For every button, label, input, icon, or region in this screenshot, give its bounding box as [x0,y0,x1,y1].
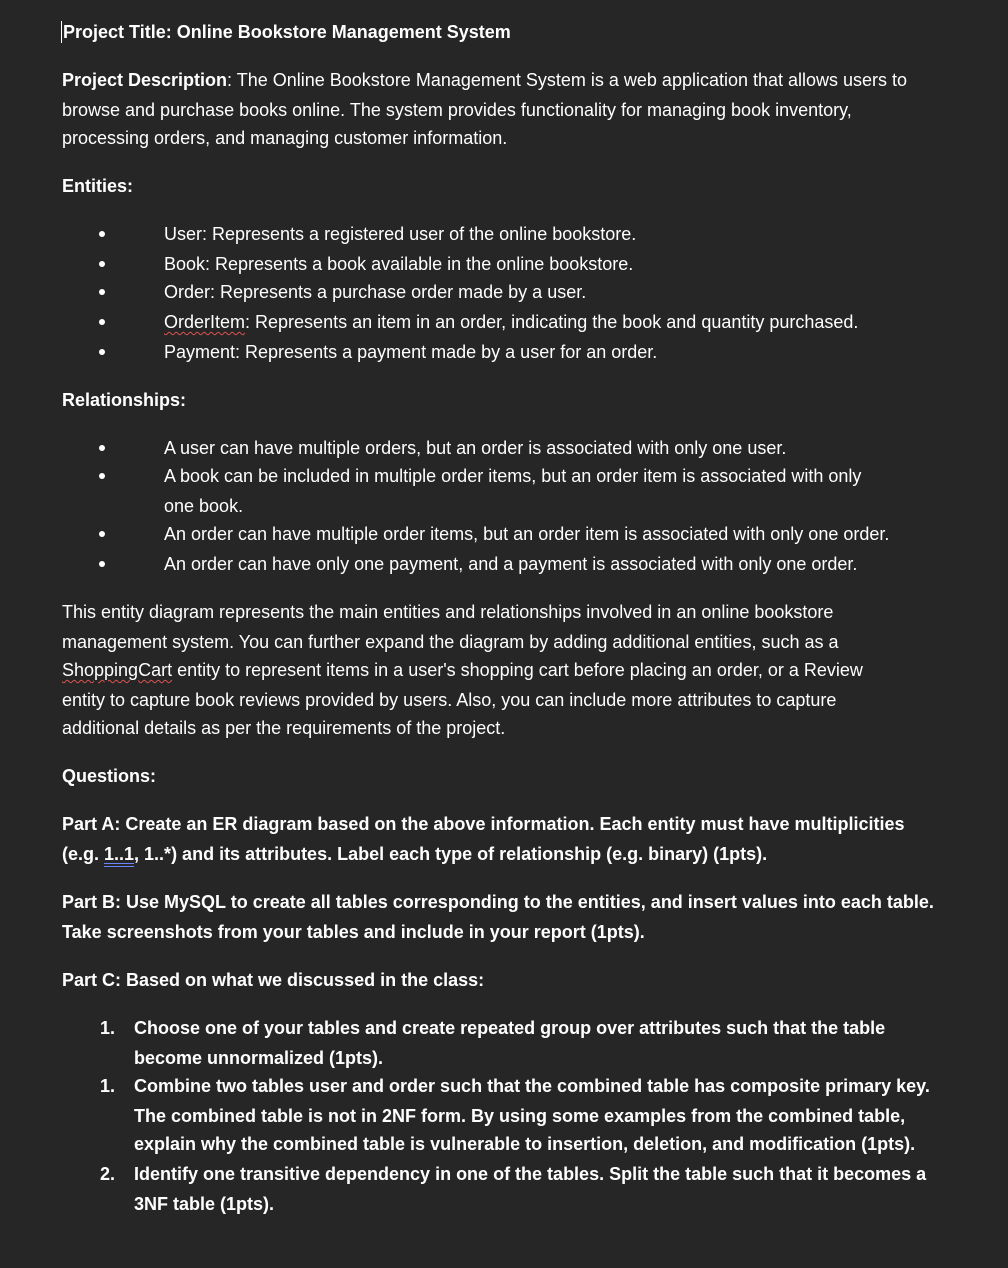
project-description-label: Project Description [62,70,228,90]
project-description-line [62,66,907,94]
relationship-item-cont: one book. [164,496,244,516]
project-title-label: Project Title: [63,22,172,42]
bullet-icon [99,473,105,479]
bullet-icon [99,261,105,267]
project-description-line: processing orders, and managing customer information. [62,128,508,148]
entity-item [164,308,858,336]
numbered-item: Combine two tables user and order such that the combined table has composite primary key. [134,1076,930,1096]
paragraph-text: entity to represent items in a user's shopping cart before placing an order, or a Review [172,660,863,680]
text-cursor [61,21,62,43]
part-b-line: Take screenshots from your tables and include in your report (1pts). [62,922,645,942]
entity-item: User: Represents a registered user of the online bookstore. [164,224,637,244]
paragraph-line [62,656,863,684]
project-title-value: Online Bookstore Management System [176,22,511,42]
bullet-icon [99,561,105,567]
entities-heading: Entities: [62,176,134,196]
bullet-icon [99,231,105,237]
project-title [62,18,511,46]
bullet-icon [99,349,105,355]
paragraph-line: additional details as per the requirements of the project. [62,718,506,738]
bullet-icon [99,531,105,537]
relationship-item: A book can be included in multiple order items, but an order item is associated with only [164,466,862,486]
project-description-text: : The Online Bookstore Management System is a web application that allows users to [227,70,908,90]
part-a-text: (e.g. [62,844,105,864]
bullet-icon [99,445,105,451]
questions-heading: Questions: [62,766,157,786]
relationship-item: An order can have multiple order items, but an order item is associated with only one order. [164,524,890,544]
grammar-flag[interactable]: 1..1 [104,844,135,864]
paragraph-line: management system. You can further expand the diagram by adding additional entities, such as a [62,632,839,652]
bullet-icon [99,319,105,325]
spellcheck-word[interactable]: ShoppingCart [62,660,173,680]
list-number: 1. [100,1076,116,1096]
numbered-item: Identify one transitive dependency in one of the tables. Split the table such that it becomes a [134,1164,927,1184]
part-c-heading: Part C: Based on what we discussed in the class: [62,970,485,990]
numbered-item-cont: The combined table is not in 2NF form. By using some examples from the combined table, [134,1106,906,1126]
list-number: 2. [100,1164,116,1184]
numbered-item-cont: explain why the combined table is vulnerable to insertion, deletion, and modification (1pts). [134,1134,916,1154]
entity-item: Order: Represents a purchase order made by a user. [164,282,587,302]
relationship-item: An order can have only one payment, and a payment is associated with only one order. [164,554,858,574]
list-number: 1. [100,1018,116,1038]
entity-item: Book: Represents a book available in the online bookstore. [164,254,634,274]
entity-item: Payment: Represents a payment made by a user for an order. [164,342,658,362]
spellcheck-word[interactable]: OrderItem [164,312,246,332]
relationships-heading: Relationships: [62,390,187,410]
relationship-item: A user can have multiple orders, but an order is associated with only one user. [164,438,787,458]
part-a-line: Part A: Create an ER diagram based on the above information. Each entity must have multiplicities [62,814,905,834]
paragraph-line: entity to capture book reviews provided by users. Also, you can include more attributes to capture [62,690,837,710]
numbered-item: Choose one of your tables and create repeated group over attributes such that the table [134,1018,886,1038]
numbered-item-cont: become unnormalized (1pts). [134,1048,384,1068]
paragraph-line: This entity diagram represents the main entities and relationships involved in an online bookstore [62,602,834,622]
bullet-icon [99,289,105,295]
numbered-item-cont: 3NF table (1pts). [134,1194,275,1214]
part-b-line: Part B: Use MySQL to create all tables corresponding to the entities, and insert values into each table. [62,892,934,912]
part-a-text: , 1..*) and its attributes. Label each type of relationship (e.g. binary) (1pts). [134,844,768,864]
entity-item-text: : Represents an item in an order, indicating the book and quantity purchased. [245,312,859,332]
project-description-line: browse and purchase books online. The system provides functionality for managing book inventory, [62,100,852,120]
part-a-line [62,840,767,868]
